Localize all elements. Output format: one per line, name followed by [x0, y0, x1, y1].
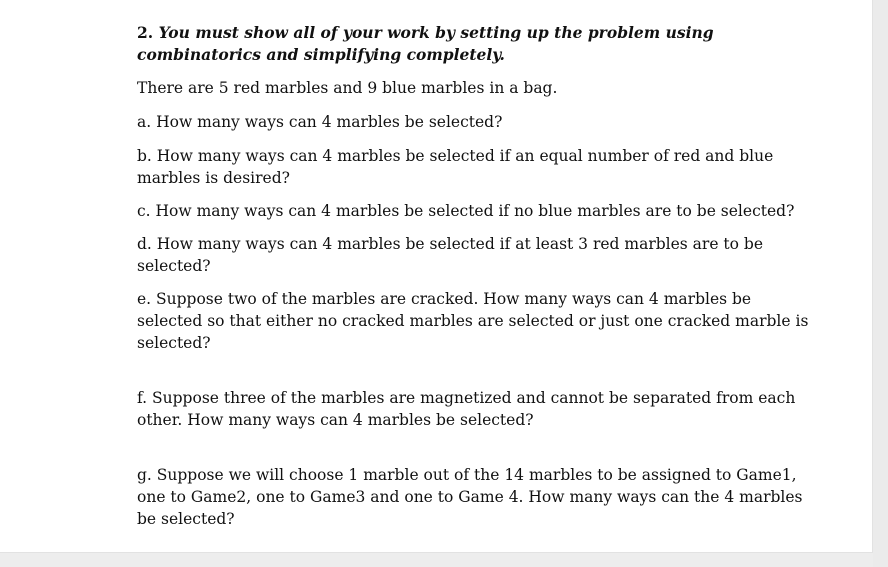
part-g-line-1: g. Suppose we will choose 1 marble out of the 14 marbles to be assigned to Game1, [137, 466, 797, 484]
part-d-line-1: d. How many ways can 4 marbles be selected if at least 3 red marbles are to be [137, 235, 764, 253]
part-d-line-2: selected? [137, 257, 211, 275]
part-d [137, 233, 777, 277]
part-e-line-2: selected so that either no cracked marbles are selected or just one cracked marble is [137, 312, 809, 330]
part-a-line-1: a. How many ways can 4 marbles be selected? [137, 113, 503, 131]
part-f-line-1: f. Suppose three of the marbles are magnetized and cannot be separated from each [137, 389, 796, 407]
part-b-line-2: marbles is desired? [137, 169, 290, 187]
instruction-line-1 [137, 22, 777, 44]
part-a [137, 111, 777, 133]
problem-number: 2. [137, 23, 154, 42]
part-g-line-3: be selected? [137, 510, 235, 528]
part-e-line-3: selected? [137, 334, 211, 352]
instruction-text-2: combinatorics and simplifying completely. [137, 45, 505, 64]
part-c [137, 200, 795, 222]
problem-instruction [137, 22, 777, 66]
part-f [137, 387, 796, 431]
instruction-text-1: You must show all of your work by setting up the problem using [158, 23, 714, 42]
part-f-line-2: other. How many ways can 4 marbles be selected? [137, 411, 534, 429]
viewer-gutter [873, 0, 888, 567]
part-c-line-1: c. How many ways can 4 marbles be selected if no blue marbles are to be selected? [137, 202, 795, 220]
part-g [137, 464, 803, 530]
setup-text: There are 5 red marbles and 9 blue marbles in a bag. [137, 79, 558, 97]
part-b-line-1: b. How many ways can 4 marbles be selected if an equal number of red and blue [137, 147, 774, 165]
part-b [137, 145, 777, 189]
instruction-line-2 [137, 44, 777, 66]
part-g-line-2: one to Game2, one to Game3 and one to Game 4. How many ways can the 4 marbles [137, 488, 803, 506]
part-e-line-1: e. Suppose two of the marbles are cracked. How many ways can 4 marbles be [137, 290, 752, 308]
part-e [137, 288, 809, 354]
problem-setup [137, 77, 777, 99]
